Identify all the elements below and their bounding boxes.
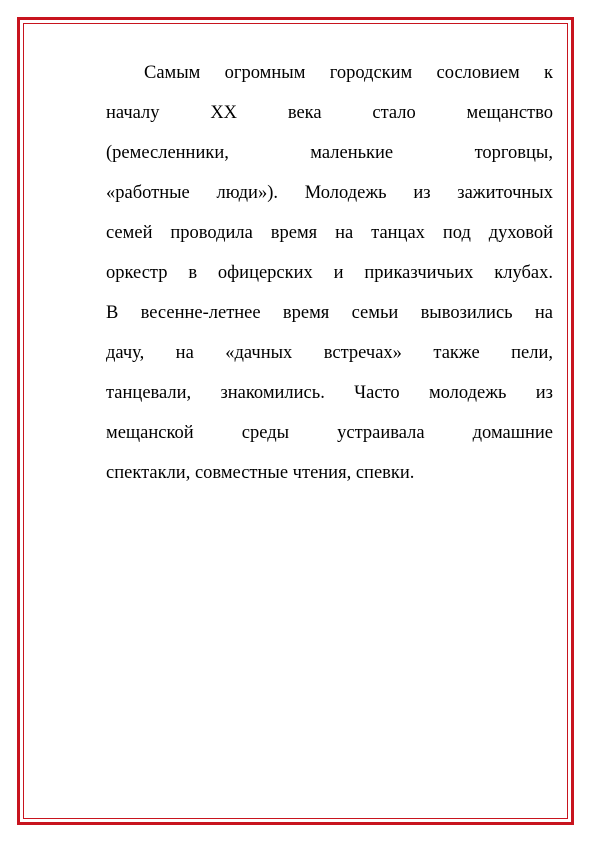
paragraph-line: мещанской среды устраивала домашние (106, 423, 553, 443)
paragraph-line: танцевали, знакомились. Часто молодежь из (106, 383, 553, 403)
paragraph-line: семей проводила время на танцах под духовой (106, 223, 553, 243)
paragraph-line: началу XX века стало мещанство (106, 103, 553, 123)
paragraph-line: оркестр в офицерских и приказчичьих клубах. (106, 263, 553, 283)
paragraph-line: (ремесленники, маленькие торговцы, (106, 143, 553, 163)
paragraph-line: В весенне-летнее время семьи вывозились на (106, 303, 553, 323)
paragraph-line: дачу, на «дачных встречах» также пели, (106, 343, 553, 363)
paragraph-line: спектакли, совместные чтения, спевки. (106, 463, 415, 483)
paragraph-line: «работные люди»). Молодежь из зажиточных (106, 183, 553, 203)
paragraph-line: Самым огромным городским сословием к (144, 63, 553, 83)
body-paragraph (106, 58, 553, 498)
